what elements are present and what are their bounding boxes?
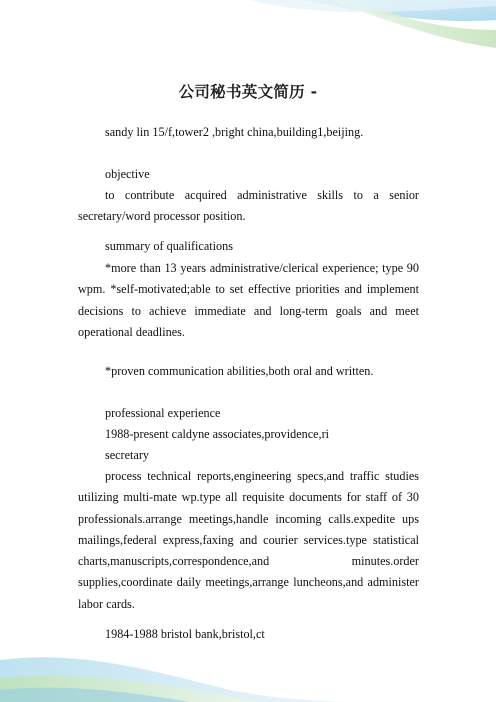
- job-line-bristol: 1984-1988 bristol bank,bristol,ct: [105, 627, 265, 641]
- objective-paragraph: to contribute acquired administrative skills to a senior secretary/word processor position.: [78, 188, 419, 224]
- top-right-wave-light: [250, 0, 496, 12]
- top-right-wave-green: [330, 0, 496, 48]
- section-heading-experience: professional experience: [105, 406, 221, 420]
- bottom-left-wave-dark: [0, 688, 190, 702]
- address-line: sandy lin 15/f,tower2 ,bright china,building1,beijing.: [105, 125, 364, 139]
- summary-paragraph: *more than 13 years administrative/clerical experience; type 90 wpm. *self-motivated;able to set effective priorities and implement decisions to achieve immediate and long-term goals and meet operational deadlines.: [78, 261, 419, 339]
- bottom-left-wave: [0, 657, 360, 702]
- experience-paragraph: process technical reports,engineering specs,and traffic studies utilizing multi-mate wp.type all requisite documents for staff of 30 professionals.arrange meetings,handle incoming calls.expedite ups mailings,federal express,faxing and courier services.type statistical charts,manuscripts,correspondence,and minutes.order supplies,coordinate daily meetings,arrange luncheons,and administer labor cards.: [78, 469, 419, 611]
- summary-communication-line: *proven communication abilities,both oral and written.: [105, 364, 374, 378]
- job-title-secretary: secretary: [105, 448, 149, 462]
- bottom-left-wave-green: [0, 676, 260, 702]
- section-heading-objective: objective: [105, 167, 150, 181]
- top-right-wave: [300, 0, 496, 21]
- section-heading-summary: summary of qualifications: [105, 239, 233, 253]
- job-line-caldyne: 1988-present caldyne associates,providence,ri: [105, 427, 330, 441]
- document-title: 公司秘书英文简历 -: [178, 83, 318, 101]
